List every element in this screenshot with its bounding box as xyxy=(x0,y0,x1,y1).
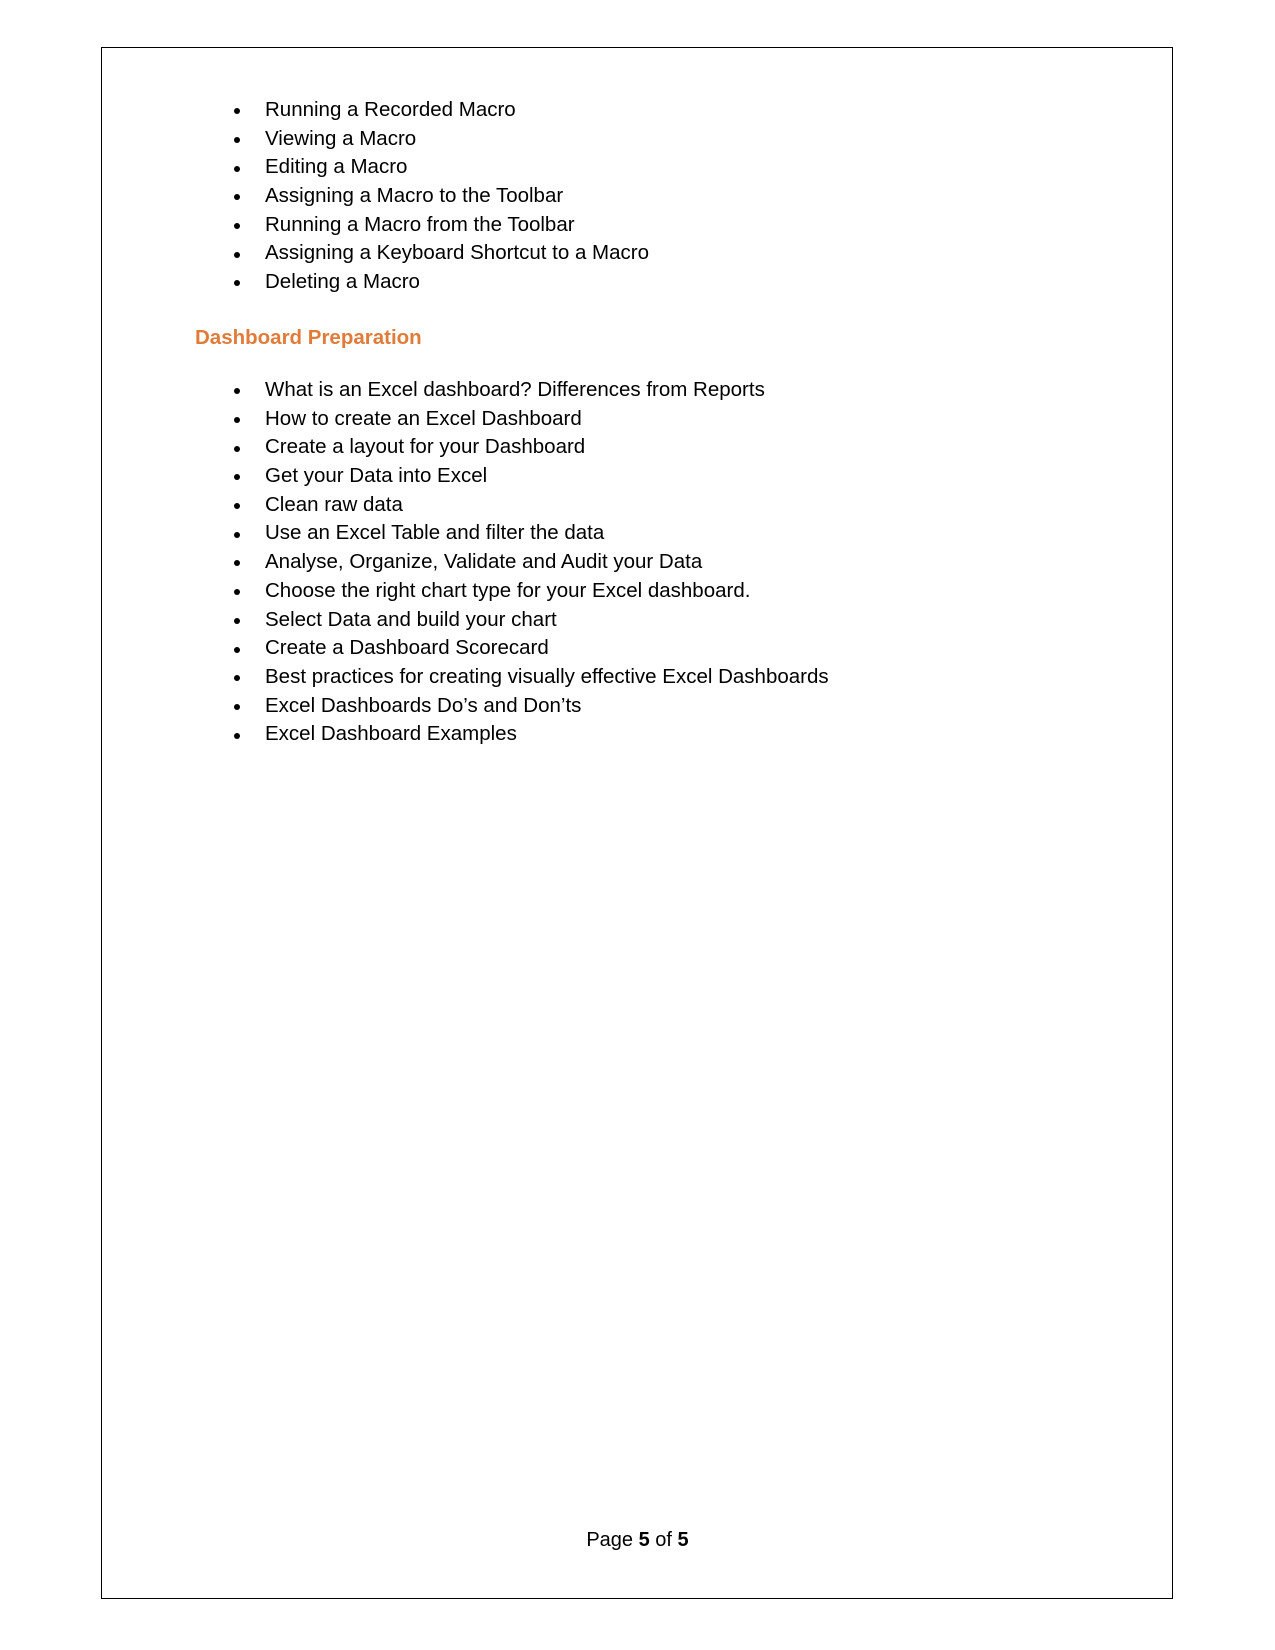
list-item-text: Create a layout for your Dashboard xyxy=(265,435,586,459)
list-item-text: Best practices for creating visually effective Excel Dashboards xyxy=(265,664,829,688)
page-border xyxy=(101,47,1173,1599)
list-item-text: Use an Excel Table and filter the data xyxy=(265,521,605,545)
list-item-text: What is an Excel dashboard? Differences from Reports xyxy=(265,378,765,401)
bullet-icon xyxy=(234,252,240,258)
list-item-text: Excel Dashboard Examples xyxy=(265,722,517,746)
list-item-text: Assigning a Macro to the Toolbar xyxy=(265,184,564,208)
list-item-text: How to create an Excel Dashboard xyxy=(265,406,582,430)
list-item-text: Editing a Macro xyxy=(265,155,408,179)
list-item-text: Running a Recorded Macro xyxy=(265,98,516,121)
list-item-text: Select Data and build your chart xyxy=(265,607,557,631)
bullet-icon xyxy=(234,618,240,624)
list-item-text: Deleting a Macro xyxy=(265,270,420,294)
bullet-icon xyxy=(234,137,240,143)
section-heading-dashboard-preparation: Dashboard Preparation xyxy=(195,326,422,349)
bullet-icon xyxy=(234,647,240,653)
list-item-text: Excel Dashboards Do’s and Don’ts xyxy=(265,693,582,717)
list-item-text: Viewing a Macro xyxy=(265,126,417,150)
page-label: Page xyxy=(586,1529,634,1551)
page-footer xyxy=(0,1526,1275,1554)
list-item-text: Get your Data into Excel xyxy=(265,464,488,488)
list-item-text: Clean raw data xyxy=(265,492,403,516)
bullet-icon xyxy=(234,166,240,172)
total-page-count: 5 xyxy=(677,1529,689,1551)
bullet-icon xyxy=(234,532,240,538)
bullet-icon xyxy=(234,417,240,423)
bullet-icon xyxy=(234,446,240,452)
page-of-label: of xyxy=(655,1529,672,1551)
list-item-text: Analyse, Organize, Validate and Audit your Data xyxy=(265,550,703,574)
list-item-text: Running a Macro from the Toolbar xyxy=(265,212,575,236)
list-item-text: Assigning a Keyboard Shortcut to a Macro xyxy=(265,241,650,265)
list-item-text: Choose the right chart type for your Excel dashboard. xyxy=(265,578,751,602)
bullet-icon xyxy=(234,733,240,739)
list-item-text: Create a Dashboard Scorecard xyxy=(265,636,549,660)
current-page-number: 5 xyxy=(638,1529,650,1551)
bullet-icon xyxy=(234,704,240,710)
